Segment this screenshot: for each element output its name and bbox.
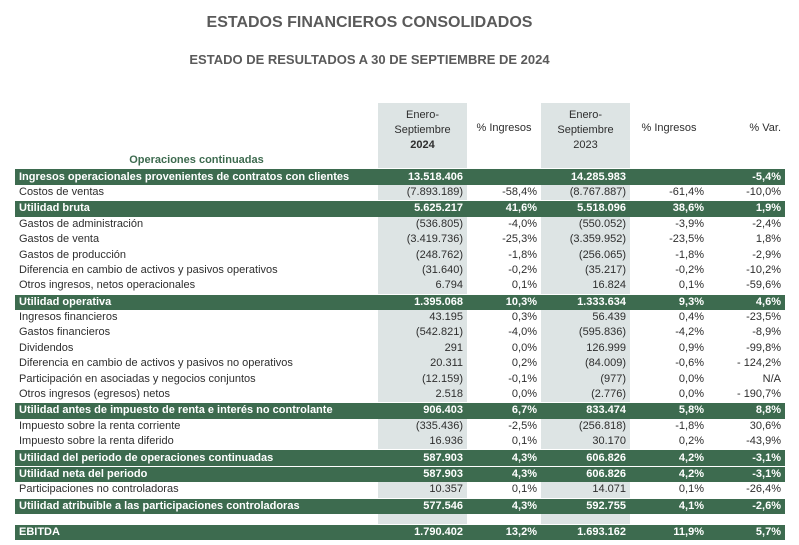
value-2024: 6.794 [378,278,467,294]
value-2023: 30.170 [541,434,630,450]
pct-ingresos-2024: -4,0% [508,326,537,339]
row-label: Gastos financieros [19,326,111,339]
header-pct-ingresos-2024: % Ingresos [476,121,532,134]
section-row [15,153,785,169]
pct-ingresos-2023: 4,1% [630,498,708,514]
value-2024: (3.419.736) [378,232,467,247]
pct-ingresos-2024: 10,3% [467,294,541,310]
pct-ingresos-2024: 4,3% [467,450,541,466]
pct-var: 8,8% [708,403,785,419]
pct-var: -26,4% [746,483,781,496]
pct-ingresos-2024: 0,1% [511,483,537,496]
value-2023: 1.333.634 [541,294,630,310]
subtotal-row [15,450,785,466]
value-2024: (335.436) [378,419,467,434]
subtotal-row [15,201,785,217]
row-label: Participaciones no controladoras [19,483,179,496]
pct-ingresos-2023: -0,6% [675,357,704,370]
value-2024: 291 [378,341,467,356]
header-pct-ingresos-2023: % Ingresos [641,121,697,134]
row-label: Impuesto sobre la renta corriente [19,419,181,432]
pct-var: -2,6% [708,498,785,514]
row-label: Otros ingresos, netos operacionales [19,279,196,292]
value-2024: 20.311 [378,356,467,371]
value-2023: 592.755 [541,498,630,514]
pct-ingresos-2023: 0,1% [678,483,704,496]
pct-var: -23,5% [746,311,781,324]
ebitda-var: 5,7% [708,524,785,540]
pct-ingresos-2023: -4,2% [675,326,704,339]
value-2023: (2.776) [541,387,630,403]
pct-ingresos-2024 [467,169,541,185]
value-2024: (7.893.189) [378,185,467,201]
value-2023: 126.999 [541,341,630,356]
value-2023: 833.474 [541,403,630,419]
pct-ingresos-2023 [630,169,708,185]
row-label: Utilidad del periodo de operaciones continuadas [15,450,378,466]
table-row [15,310,785,325]
value-2024: 5.625.217 [378,201,467,217]
row-label: Dividendos [19,341,74,354]
value-2023: 56.439 [541,310,630,325]
value-2024: 906.403 [378,403,467,419]
pct-ingresos-2023: 0,4% [678,311,704,324]
row-label: Utilidad atribuible a las participaciones controladoras [15,498,378,514]
pct-ingresos-2024: -0,1% [508,372,537,385]
pct-ingresos-2024: 0,1% [511,435,537,448]
row-label: Otros ingresos (egresos) netos [19,388,171,401]
row-label: Gastos de administración [19,217,144,230]
ebitda-pct-2023: 11,9% [630,524,708,540]
ebitda-value-2024: 1.790.402 [378,524,467,540]
subtotal-row [15,498,785,514]
report-subtitle: ESTADO DE RESULTADOS A 30 DE SEPTIEMBRE DE 2024 [189,52,550,67]
pct-var: 30,6% [749,419,781,432]
value-2024: (12.159) [378,371,467,386]
pct-ingresos-2024: 6,7% [467,403,541,419]
pct-ingresos-2023: -1,8% [675,419,704,432]
pct-var: -10,0% [746,185,781,198]
value-2023: 14.285.983 [541,169,630,185]
pct-ingresos-2023: -61,4% [669,185,704,198]
row-label: Ingresos financieros [19,311,118,324]
header-period-2023: Enero- Septiembre 2023 [541,103,630,153]
table-row [15,232,785,247]
pct-ingresos-2023: 38,6% [630,201,708,217]
pct-ingresos-2024: 4,3% [467,466,541,482]
header-pct-var: % Var. [749,121,781,134]
pct-var: -3,1% [708,466,785,482]
row-label: Gastos de producción [19,248,127,261]
pct-ingresos-2024: -58,4% [502,185,537,198]
pct-ingresos-2024: -1,8% [508,248,537,261]
value-2024: 13.518.406 [378,169,467,185]
pct-var: - 124,2% [736,357,781,370]
row-label: Diferencia en cambio de activos y pasivos no operativos [19,357,293,370]
pct-ingresos-2023: 0,0% [678,388,704,401]
report-title: ESTADOS FINANCIEROS CONSOLIDADOS [206,14,533,31]
value-2023: 606.826 [541,466,630,482]
table-row [15,217,785,232]
pct-ingresos-2023: 5,8% [630,403,708,419]
pct-ingresos-2023: -3,9% [675,217,704,230]
pct-var: -43,9% [746,435,781,448]
pct-ingresos-2024: -0,2% [508,263,537,276]
pct-var: - 190,7% [736,388,781,401]
pct-var: -5,4% [708,169,785,185]
row-label: Ingresos operacionales provenientes de contratos con clientes [15,169,378,185]
table-row [15,325,785,340]
pct-var: -8,9% [752,326,781,339]
row-label: Participación en asociadas y negocios conjuntos [19,372,256,385]
table-row [15,341,785,356]
value-2023: (35.217) [541,263,630,278]
value-2023: 606.826 [541,450,630,466]
pct-ingresos-2023: 0,9% [678,341,704,354]
value-2024: (248.762) [378,247,467,262]
value-2023: 5.518.096 [541,201,630,217]
pct-var: N/A [762,372,781,385]
value-2024: 2.518 [378,387,467,403]
pct-ingresos-2024: -25,3% [502,233,537,246]
row-label: Utilidad bruta [15,201,378,217]
value-2023: 14.071 [541,482,630,498]
value-2023: 16.824 [541,278,630,294]
pct-ingresos-2024: 0,0% [511,341,537,354]
pct-ingresos-2023: 9,3% [630,294,708,310]
value-2023: (256.065) [541,247,630,262]
subtotal-row [15,169,785,185]
pct-ingresos-2024: 0,0% [511,388,537,401]
table-row [15,185,785,201]
pct-var: 4,6% [708,294,785,310]
value-2024: 587.903 [378,450,467,466]
subtotal-row [15,403,785,419]
value-2024: (542.821) [378,325,467,340]
ebitda-pct-2024: 13,2% [467,524,541,540]
value-2023: (8.767.887) [541,185,630,201]
pct-ingresos-2024: -4,0% [508,217,537,230]
value-2024: 43.195 [378,310,467,325]
value-2024: 587.903 [378,466,467,482]
row-label: Costos de ventas [19,185,104,198]
table-row [15,263,785,278]
pct-var: -2,4% [752,217,781,230]
value-2024: 1.395.068 [378,294,467,310]
value-2024: 16.936 [378,434,467,450]
column-header-row [15,103,785,153]
value-2024: 577.546 [378,498,467,514]
ebitda-label: EBITDA [15,524,378,540]
pct-var: -59,6% [746,279,781,292]
pct-ingresos-2023: 0,1% [678,279,704,292]
header-blank [15,103,378,153]
table-row [15,247,785,262]
pct-var: -2,9% [752,248,781,261]
subtotal-row [15,466,785,482]
pct-ingresos-2023: -0,2% [675,263,704,276]
pct-ingresos-2024: 0,1% [511,279,537,292]
pct-ingresos-2023: 4,2% [630,450,708,466]
table-row [15,278,785,294]
pct-ingresos-2023: 4,2% [630,466,708,482]
row-label: Utilidad operativa [15,294,378,310]
value-2023: (550.052) [541,217,630,232]
subtotal-row [15,294,785,310]
pct-var: 1,8% [755,233,781,246]
value-2023: (84.009) [541,356,630,371]
value-2023: (256.818) [541,419,630,434]
table-row [15,419,785,434]
value-2024: (31.640) [378,263,467,278]
pct-ingresos-2024: -2,5% [508,419,537,432]
pct-ingresos-2023: 0,2% [678,435,704,448]
pct-ingresos-2024: 0,3% [511,311,537,324]
pct-var: -10,2% [746,263,781,276]
section-label: Operaciones continuadas [129,154,264,167]
pct-var: -3,1% [708,450,785,466]
table-row [15,434,785,450]
ebitda-value-2023: 1.693.162 [541,524,630,540]
value-2024: 10.357 [378,482,467,498]
table-row [15,371,785,386]
value-2023: (977) [541,371,630,386]
pct-ingresos-2023: -1,8% [675,248,704,261]
value-2024: (536.805) [378,217,467,232]
value-2023: (3.359.952) [541,232,630,247]
pct-var: 1,9% [708,201,785,217]
row-label: Diferencia en cambio de activos y pasivos operativos [19,263,278,276]
pct-ingresos-2024: 0,2% [511,357,537,370]
income-statement-table [15,103,785,540]
table-row [15,482,785,498]
ebitda-row [15,524,785,540]
pct-ingresos-2024: 4,3% [467,498,541,514]
row-label: Impuesto sobre la renta diferido [19,435,174,448]
value-2023: (595.836) [541,325,630,340]
header-period-2024: Enero- Septiembre 2024 [378,103,467,153]
pct-ingresos-2023: 0,0% [678,372,704,385]
pct-ingresos-2023: -23,5% [669,233,704,246]
pct-ingresos-2024: 41,6% [467,201,541,217]
row-label: Utilidad antes de impuesto de renta e interés no controlante [15,403,378,419]
row-label: Utilidad neta del periodo [15,466,378,482]
table-row [15,387,785,403]
pct-var: -99,8% [746,341,781,354]
table-row [15,356,785,371]
row-label: Gastos de venta [19,233,100,246]
